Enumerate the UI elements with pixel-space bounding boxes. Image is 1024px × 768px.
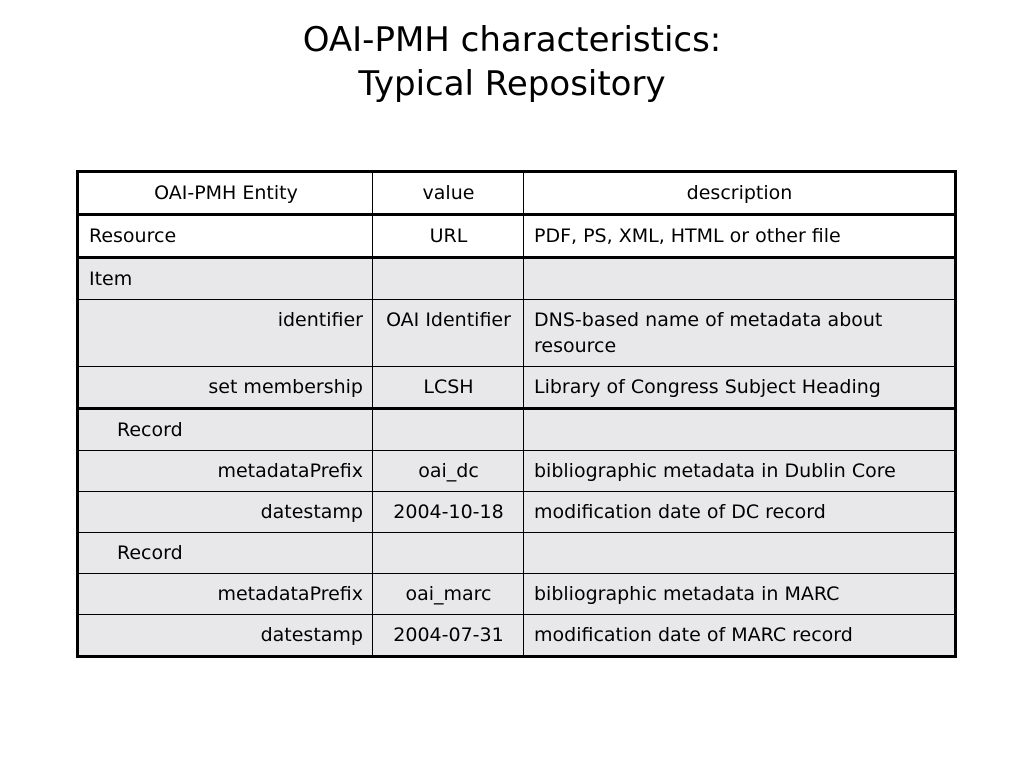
description-cell — [524, 409, 956, 451]
value-cell — [373, 409, 524, 451]
header-description: description — [524, 172, 956, 215]
entity-cell: Resource — [78, 215, 373, 258]
table-row-resource — [78, 215, 956, 258]
value-cell: OAI Identifier — [373, 300, 524, 367]
value-cell — [373, 258, 524, 300]
description-cell: PDF, PS, XML, HTML or other file — [524, 215, 956, 258]
entity-cell: Record — [78, 533, 373, 574]
entity-cell: metadataPrefix — [78, 451, 373, 492]
entity-cell: datestamp — [78, 615, 373, 657]
table-row-record-marc — [78, 533, 956, 574]
table-row-set-membership — [78, 367, 956, 409]
slide-title — [0, 18, 1024, 106]
slide-title-line-1: OAI-PMH characteristics: — [302, 20, 722, 60]
entity-cell: identifier — [78, 300, 373, 367]
entity-cell: metadataPrefix — [78, 574, 373, 615]
table-row-metadataprefix-marc — [78, 574, 956, 615]
value-cell: oai_marc — [373, 574, 524, 615]
header-entity: OAI-PMH Entity — [78, 172, 373, 215]
description-cell — [524, 533, 956, 574]
table-row-metadataprefix-dc — [78, 451, 956, 492]
header-value: value — [373, 172, 524, 215]
table-row-datestamp-dc — [78, 492, 956, 533]
description-cell: bibliographic metadata in Dublin Core — [524, 451, 956, 492]
table-row-record-dc — [78, 409, 956, 451]
value-cell: oai_dc — [373, 451, 524, 492]
oai-pmh-table — [76, 170, 957, 658]
slide-title-line-2: Typical Repository — [358, 64, 666, 104]
description-cell: Library of Congress Subject Heading — [524, 367, 956, 409]
table-row-datestamp-marc — [78, 615, 956, 657]
value-cell: LCSH — [373, 367, 524, 409]
description-cell: bibliographic metadata in MARC — [524, 574, 956, 615]
description-cell — [524, 258, 956, 300]
value-cell: 2004-07-31 — [373, 615, 524, 657]
entity-cell: Item — [78, 258, 373, 300]
description-cell: DNS-based name of metadata about resource — [524, 300, 956, 367]
table-header-row — [78, 172, 956, 215]
value-cell: URL — [373, 215, 524, 258]
description-cell: modification date of MARC record — [524, 615, 956, 657]
table-row-identifier — [78, 300, 956, 367]
description-cell: modification date of DC record — [524, 492, 956, 533]
entity-cell: set membership — [78, 367, 373, 409]
value-cell — [373, 533, 524, 574]
entity-cell: datestamp — [78, 492, 373, 533]
entity-cell: Record — [78, 409, 373, 451]
table-row-item — [78, 258, 956, 300]
value-cell: 2004-10-18 — [373, 492, 524, 533]
